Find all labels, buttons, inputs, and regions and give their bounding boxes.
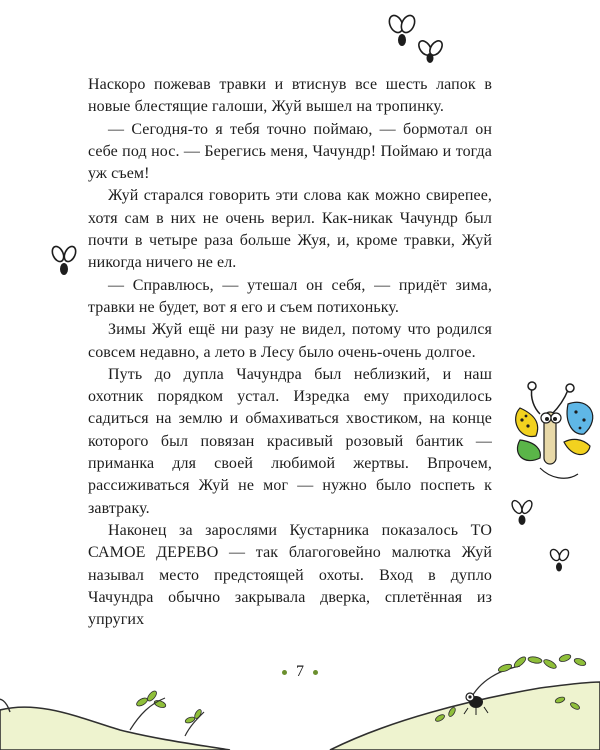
paragraph: — Сегодня-то я тебя точно поймаю, — бормотал он себе под нос. — Берегись меня, Чачундр! Поймаю и тогда уж съем! xyxy=(88,120,492,183)
paragraph: Наконец за зарослями Кустарника показалось ТО САМОЕ ДЕРЕВО — так благоговейно малютка Жуй называл место предстоящей охоты. Вход в дупло Чачундра обычно закрывала дверка, сплетённая из упругих xyxy=(88,521,492,629)
butterfly-icon xyxy=(510,378,600,488)
paragraph: Жуй старался говорить эти слова как можно свирепее, хотя сам в них не очень верил. Как-никак Чачундр был почти в четыре раза больше Жуя, и, кроме травки, Жуй никогда ничего не ел. xyxy=(88,187,492,272)
paragraph: Путь до дупла Чачундра был неблизкий, и наш охотник порядком устал. Изредка ему приходилось садиться на землю и обмахиваться хвостиком, на конце которого был повязан красивый розовый бантик — приманка для своей любимой жертвы. Впрочем, рассиживаться Жуй не мог — нужно было поспеть к завтраку. xyxy=(88,365,492,517)
page-number: 7 xyxy=(296,663,304,680)
fly-small-icon xyxy=(547,547,577,577)
paragraph: Зимы Жуй ещё ни разу не видел, потому что родился совсем недавно, а лето в Лесу было очень-очень долгое. xyxy=(88,321,492,361)
fly-left-icon xyxy=(48,244,82,278)
paragraph: — Справлюсь, — утешал он себя, — придёт зима, травки не будет, вот я его и съем потихоньку. xyxy=(88,276,492,316)
paragraph: Наскоро пожевав травки и втиснув все шесть лапок в новые блестящие галоши, Жуй вышел на тропинку. xyxy=(88,76,492,116)
branch-illustration-icon xyxy=(0,640,600,750)
story-text xyxy=(88,74,492,631)
flies-top-icon xyxy=(378,10,448,65)
fly-right-icon xyxy=(507,498,547,530)
